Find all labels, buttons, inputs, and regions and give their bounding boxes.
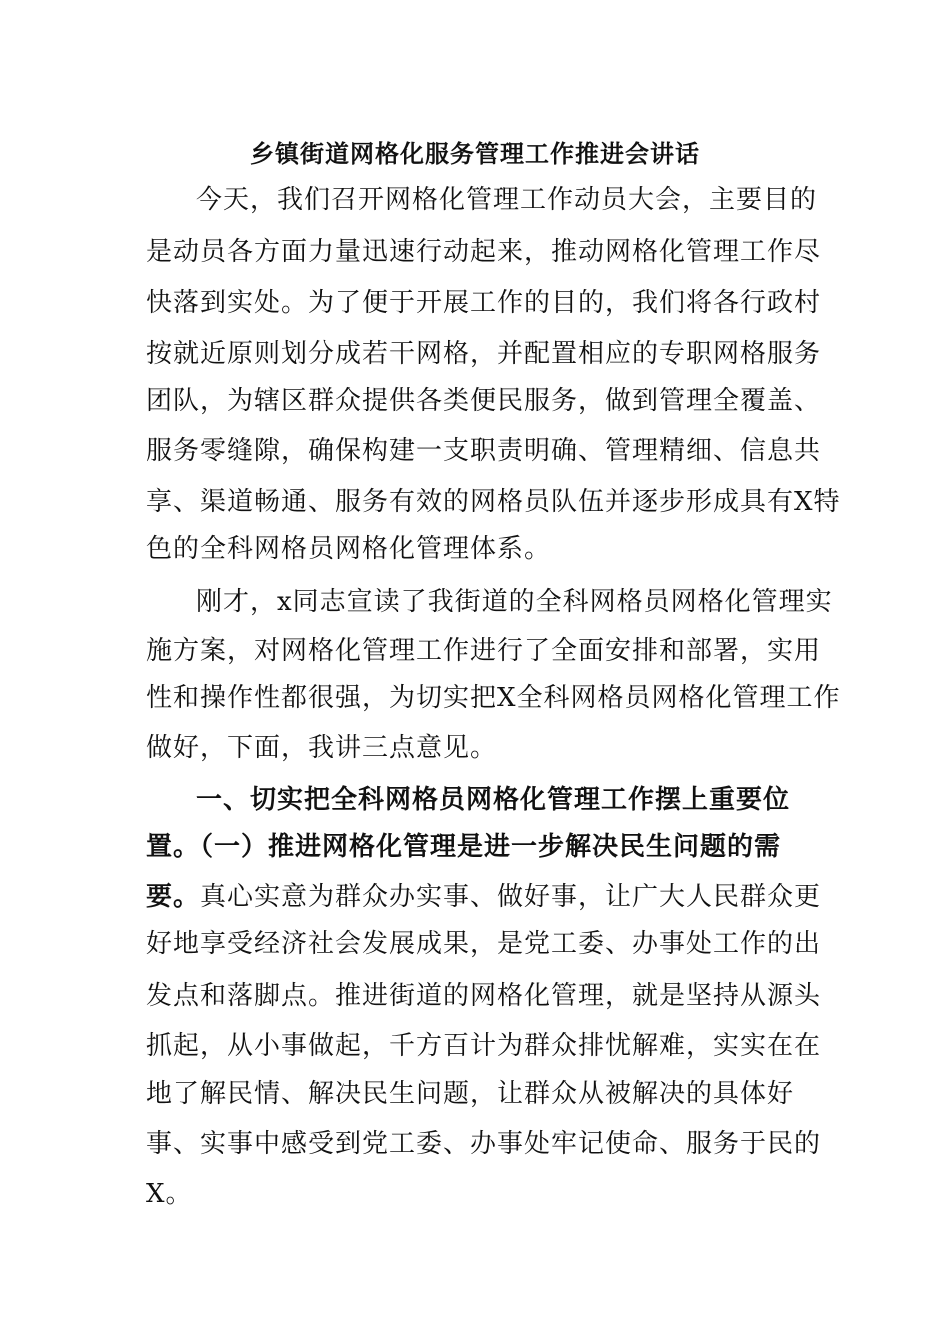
paragraph-line: 发点和落脚点。推进街道的网格化管理，就是坚持从源头 (146, 981, 822, 1011)
paragraph-line: X。 (146, 1179, 193, 1209)
section-heading-line: 置。（一）推进网格化管理是进一步解决民生问题的需 (146, 832, 782, 862)
paragraph-line: 刚才，x同志宣读了我街道的全科网格员网格化管理实 (196, 587, 833, 617)
paragraph-line: 色的全科网格员网格化管理体系。 (146, 534, 552, 564)
paragraph-line: 做好，下面，我讲三点意见。 (146, 733, 498, 763)
paragraph-line: 好地享受经济社会发展成果，是党工委、办事处工作的出 (146, 929, 822, 959)
section-heading-line: 一、切实把全科网格员网格化管理工作摆上重要位 (196, 785, 791, 815)
paragraph-line: 性和操作性都很强，为切实把X全科网格员网格化管理工作 (146, 683, 841, 713)
paragraph-line: 今天，我们召开网格化管理工作动员大会，主要目的 (196, 185, 818, 215)
paragraph-line: 快落到实处。为了便于开展工作的目的，我们将各行政村 (146, 288, 822, 318)
paragraph-line: 享、渠道畅通、服务有效的网格员队伍并逐步形成具有X特 (146, 487, 841, 517)
paragraph-text: 真心实意为群众办实事、做好事，让广大人民群众更 (200, 882, 822, 912)
paragraph-line: 事、实事中感受到党工委、办事处牢记使命、服务于民的 (146, 1129, 822, 1159)
paragraph-line (146, 873, 821, 921)
paragraph-line: 服务零缝隙，确保构建一支职责明确、管理精细、信息共 (146, 436, 822, 466)
section-heading-tail: 要。 (146, 882, 201, 912)
paragraph-line: 团队，为辖区群众提供各类便民服务，做到管理全覆盖、 (146, 386, 822, 416)
paragraph-line: 地了解民情、解决民生问题，让群众从被解决的具体好 (146, 1079, 795, 1109)
document-title: 乡镇街道网格化服务管理工作推进会讲话 (250, 139, 700, 168)
paragraph-line: 抓起，从小事做起，千方百计为群众排忧解难，实实在在 (146, 1031, 822, 1061)
paragraph-line: 按就近原则划分成若干网格，并配置相应的专职网格服务 (146, 339, 822, 369)
paragraph-line: 是动员各方面力量迅速行动起来，推动网格化管理工作尽 (146, 237, 822, 267)
paragraph-line: 施方案，对网格化管理工作进行了全面安排和部署，实用 (146, 636, 822, 666)
